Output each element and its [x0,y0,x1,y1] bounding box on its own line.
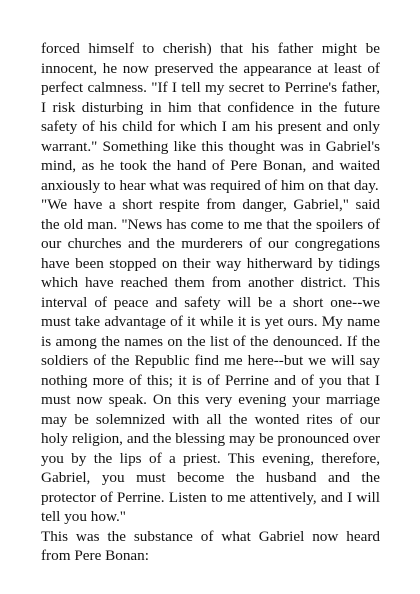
paragraph-dialogue: "We have a short respite from danger, Gabriel," said the old man. "News has come to me that the spoilers of our churches and the murderers of our congregations have been stopped on their way hitherward by tidings which have reached them from another district. This interval of peace and safety will be a short one--we must take advantage of it while it is yet ours. My name is among the names on the list of the denounced. If the soldiers of the Republic find me here--but we will say nothing more of this; it is of Perrine and of you that I must now speak. On this very evening your marriage may be solemnized with all the wonted rites of our holy religion, and the blessing may be pronounced over you by the lips of a priest. This evening, therefore, Gabriel, you must become the husband and the protector of Perrine. Listen to me attentively, and I will tell you how." [41,196,380,525]
paragraph-closing: This was the substance of what Gabriel now heard from Pere Bonan: [41,527,380,564]
paragraph-continuation: forced himself to cherish) that his father might be innocent, he now preserved the appearance at least of perfect calmness. "If I tell my secret to Perrine's father, I risk disturbing in him that confidence in the future safety of his child for which I am his present and only warrant." Something like this thought was in Gabriel's mind, as he took the hand of Pere Bonan, and waited anxiously to hear what was required of him on that day. [41,40,380,194]
body-text [41,39,380,566]
